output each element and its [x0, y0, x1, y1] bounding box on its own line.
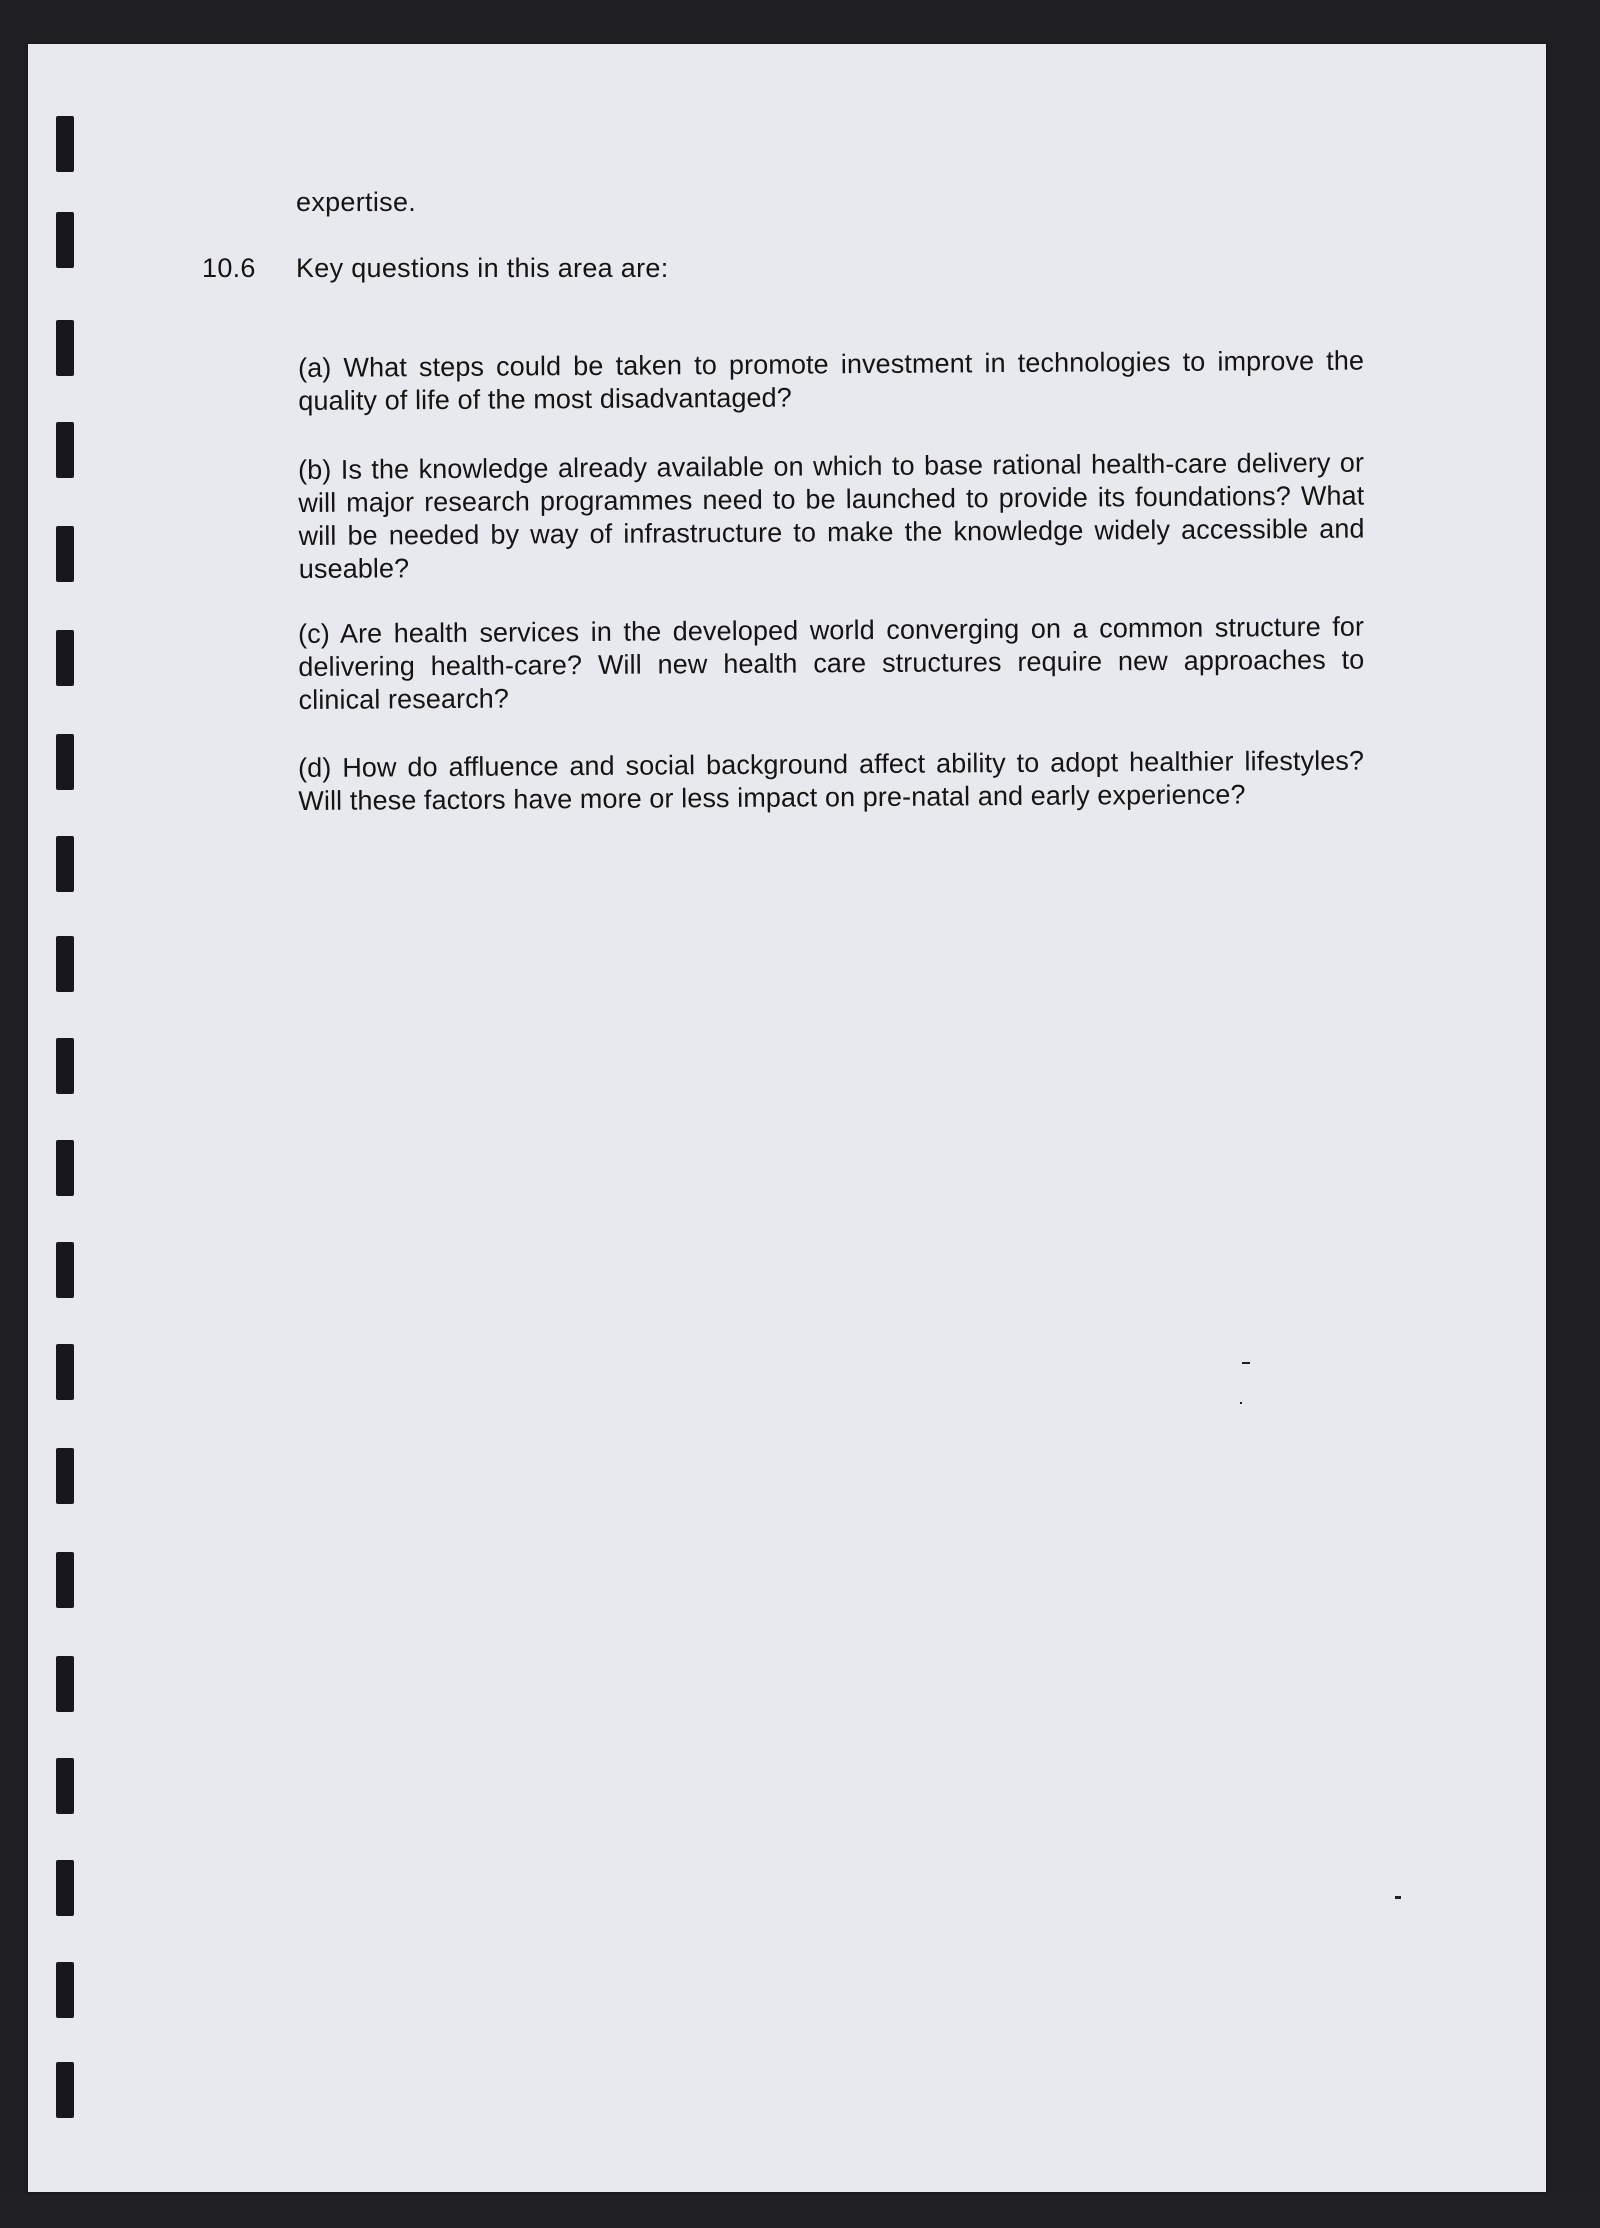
question-d: (d) How do affluence and social background affect ability to adopt healthier lifestyles? Will these factors have more or less impact on pre-natal and early experience?	[298, 745, 1365, 816]
continuation-text: expertise.	[296, 187, 417, 217]
scan-backdrop	[0, 2195, 1600, 2228]
document-page	[28, 44, 1546, 2192]
scan-speck	[1395, 1896, 1401, 1899]
scan-speck	[1240, 1402, 1242, 1404]
question-a: (a) What steps could be taken to promote investment in technologies to improve the quality of life of the most disadvantaged?	[298, 345, 1365, 416]
question-b: (b) Is the knowledge already available on which to base rational health-care delivery or will major research programmes need to be launched to provide its foundations? What will be needed by way of infrastructure to make the knowledge widely accessible and useable?	[298, 447, 1365, 584]
scan-speck	[1242, 1362, 1250, 1364]
page-body	[28, 44, 1546, 2192]
section-intro: Key questions in this area are:	[296, 253, 669, 283]
section-number: 10.6	[202, 253, 256, 283]
question-c: (c) Are health services in the developed world converging on a common structure for delivering health-care? Will new health care structures require new approaches to clinical research?	[298, 611, 1365, 715]
